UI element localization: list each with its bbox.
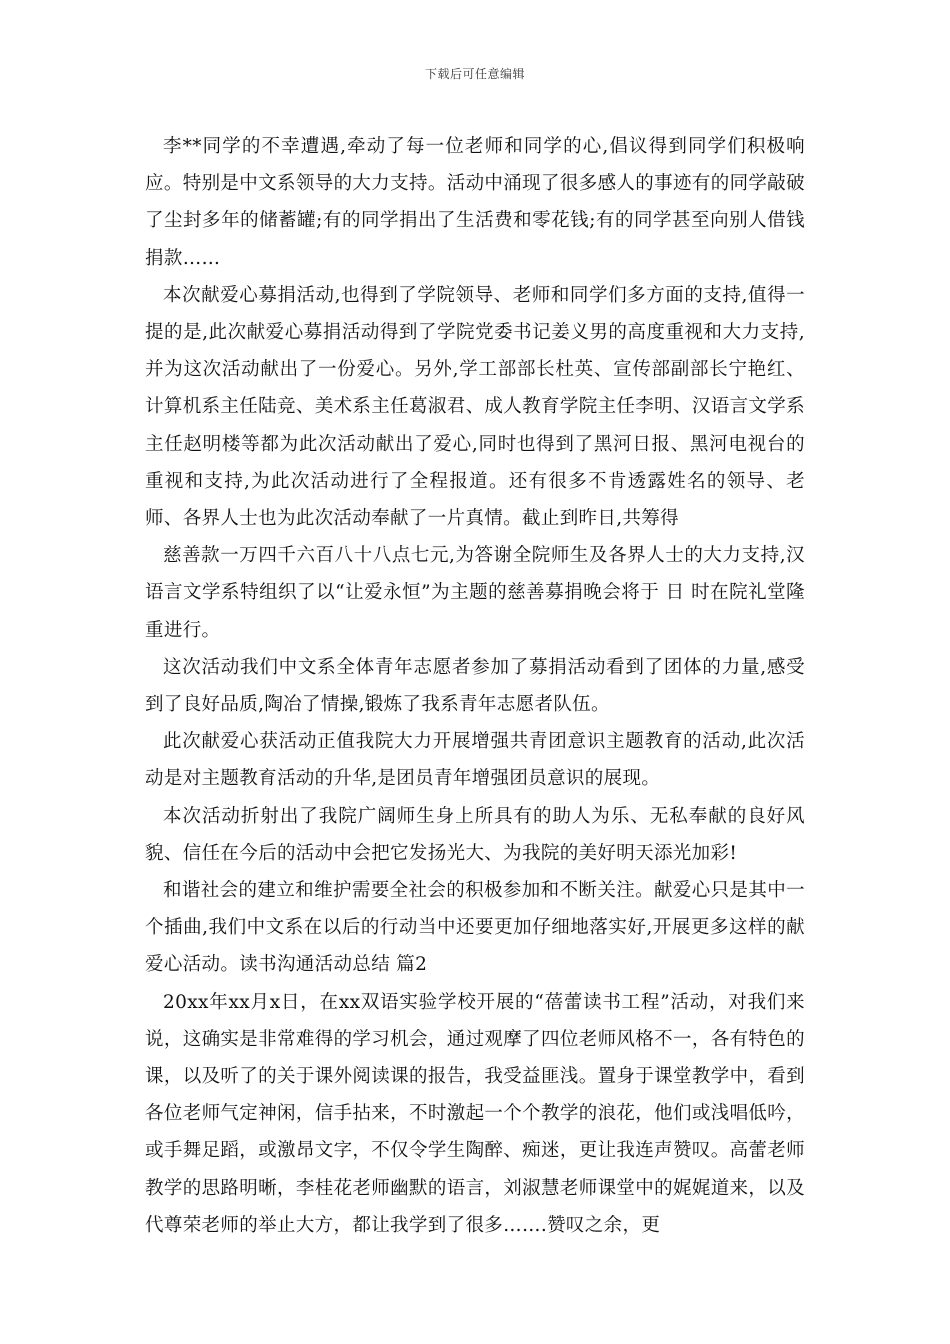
- document-body: [145, 128, 805, 1244]
- paragraph-3: 慈善款一万四千六百八十八点七元,为答谢全院师生及各界人士的大力支持,汉语言文学系特组织了以“让爱永恒”为主题的慈善募捐晚会将于 日 时在院礼堂隆重进行。: [145, 545, 805, 641]
- page-header-note: 下载后可任意编辑: [424, 67, 525, 81]
- paragraph-1: 李**同学的不幸遭遇,牵动了每一位老师和同学的心,倡议得到同学们积极响应。特别是中文系领导的大力支持。活动中涌现了很多感人的事迹有的同学敲破了尘封多年的储蓄罐;有的同学捐出了生活费和零花钱;有的同学甚至向别人借钱捐款……: [145, 136, 805, 269]
- paragraph-4: 这次活动我们中文系全体青年志愿者参加了募捐活动看到了团体的力量,感受到了良好品质,陶冶了情操,锻炼了我系青年志愿者队伍。: [145, 656, 805, 716]
- paragraph-5: 此次献爱心获活动正值我院大力开展增强共青团意识主题教育的活动,此次活动是对主题教育活动的升华,是团员青年增强团员意识的展现。: [145, 731, 805, 790]
- paragraph-7: 和谐社会的建立和维护需要全社会的积极参加和不断关注。献爱心只是其中一个插曲,我们中文系在以后的行动当中还要更加仔细地落实好,开展更多这样的献爱心活动。读书沟通活动总结 篇2: [145, 880, 805, 976]
- paragraph-6: 本次活动折射出了我院广阔师生身上所具有的助人为乐、无私奉献的良好风貌、信任在今后的活动中会把它发扬光大、为我院的美好明天添光加彩!: [145, 805, 805, 864]
- paragraph-2: 本次献爱心募捐活动,也得到了学院领导、老师和同学们多方面的支持,值得一提的是,此次献爱心募捐活动得到了学院党委书记姜义男的高度重视和大力支持,并为这次活动献出了一份爱心。另外,学工部部长杜英、宣传部副部长宁艳红、计算机系主任陆竞、美术系主任葛淑君、成人教育学院主任李明、汉语言文学系主任赵明楼等都为此次活动献出了爱心,同时也得到了黑河日报、黑河电视台的重视和支持,为此次活动进行了全程报道。还有很多不肯透露姓名的领导、老师、各界人士也为此次活动奉献了一片真情。截止到昨日,共筹得: [145, 284, 805, 530]
- paragraph-8: 20xx年xx月x日，在xx双语实验学校开展的“蓓蕾读书工程”活动，对我们来说，这确实是非常难得的学习机会，通过观摩了四位老师风格不一，各有特色的课，以及听了的关于课外阅读课的报告，我受益匪浅。置身于课堂教学中，看到各位老师气定神闲，信手拈来，不时激起一个个教学的浪花，他们或浅唱低吟，或手舞足蹈，或激昂文字，不仅令学生陶醉、痴迷，更让我连声赞叹。高蕾老师教学的思路明晰，李桂花老师幽默的语言，刘淑慧老师课堂中的娓娓道来，以及代尊荣老师的举止大方，都让我学到了很多…….赞叹之余，更: [145, 991, 805, 1236]
